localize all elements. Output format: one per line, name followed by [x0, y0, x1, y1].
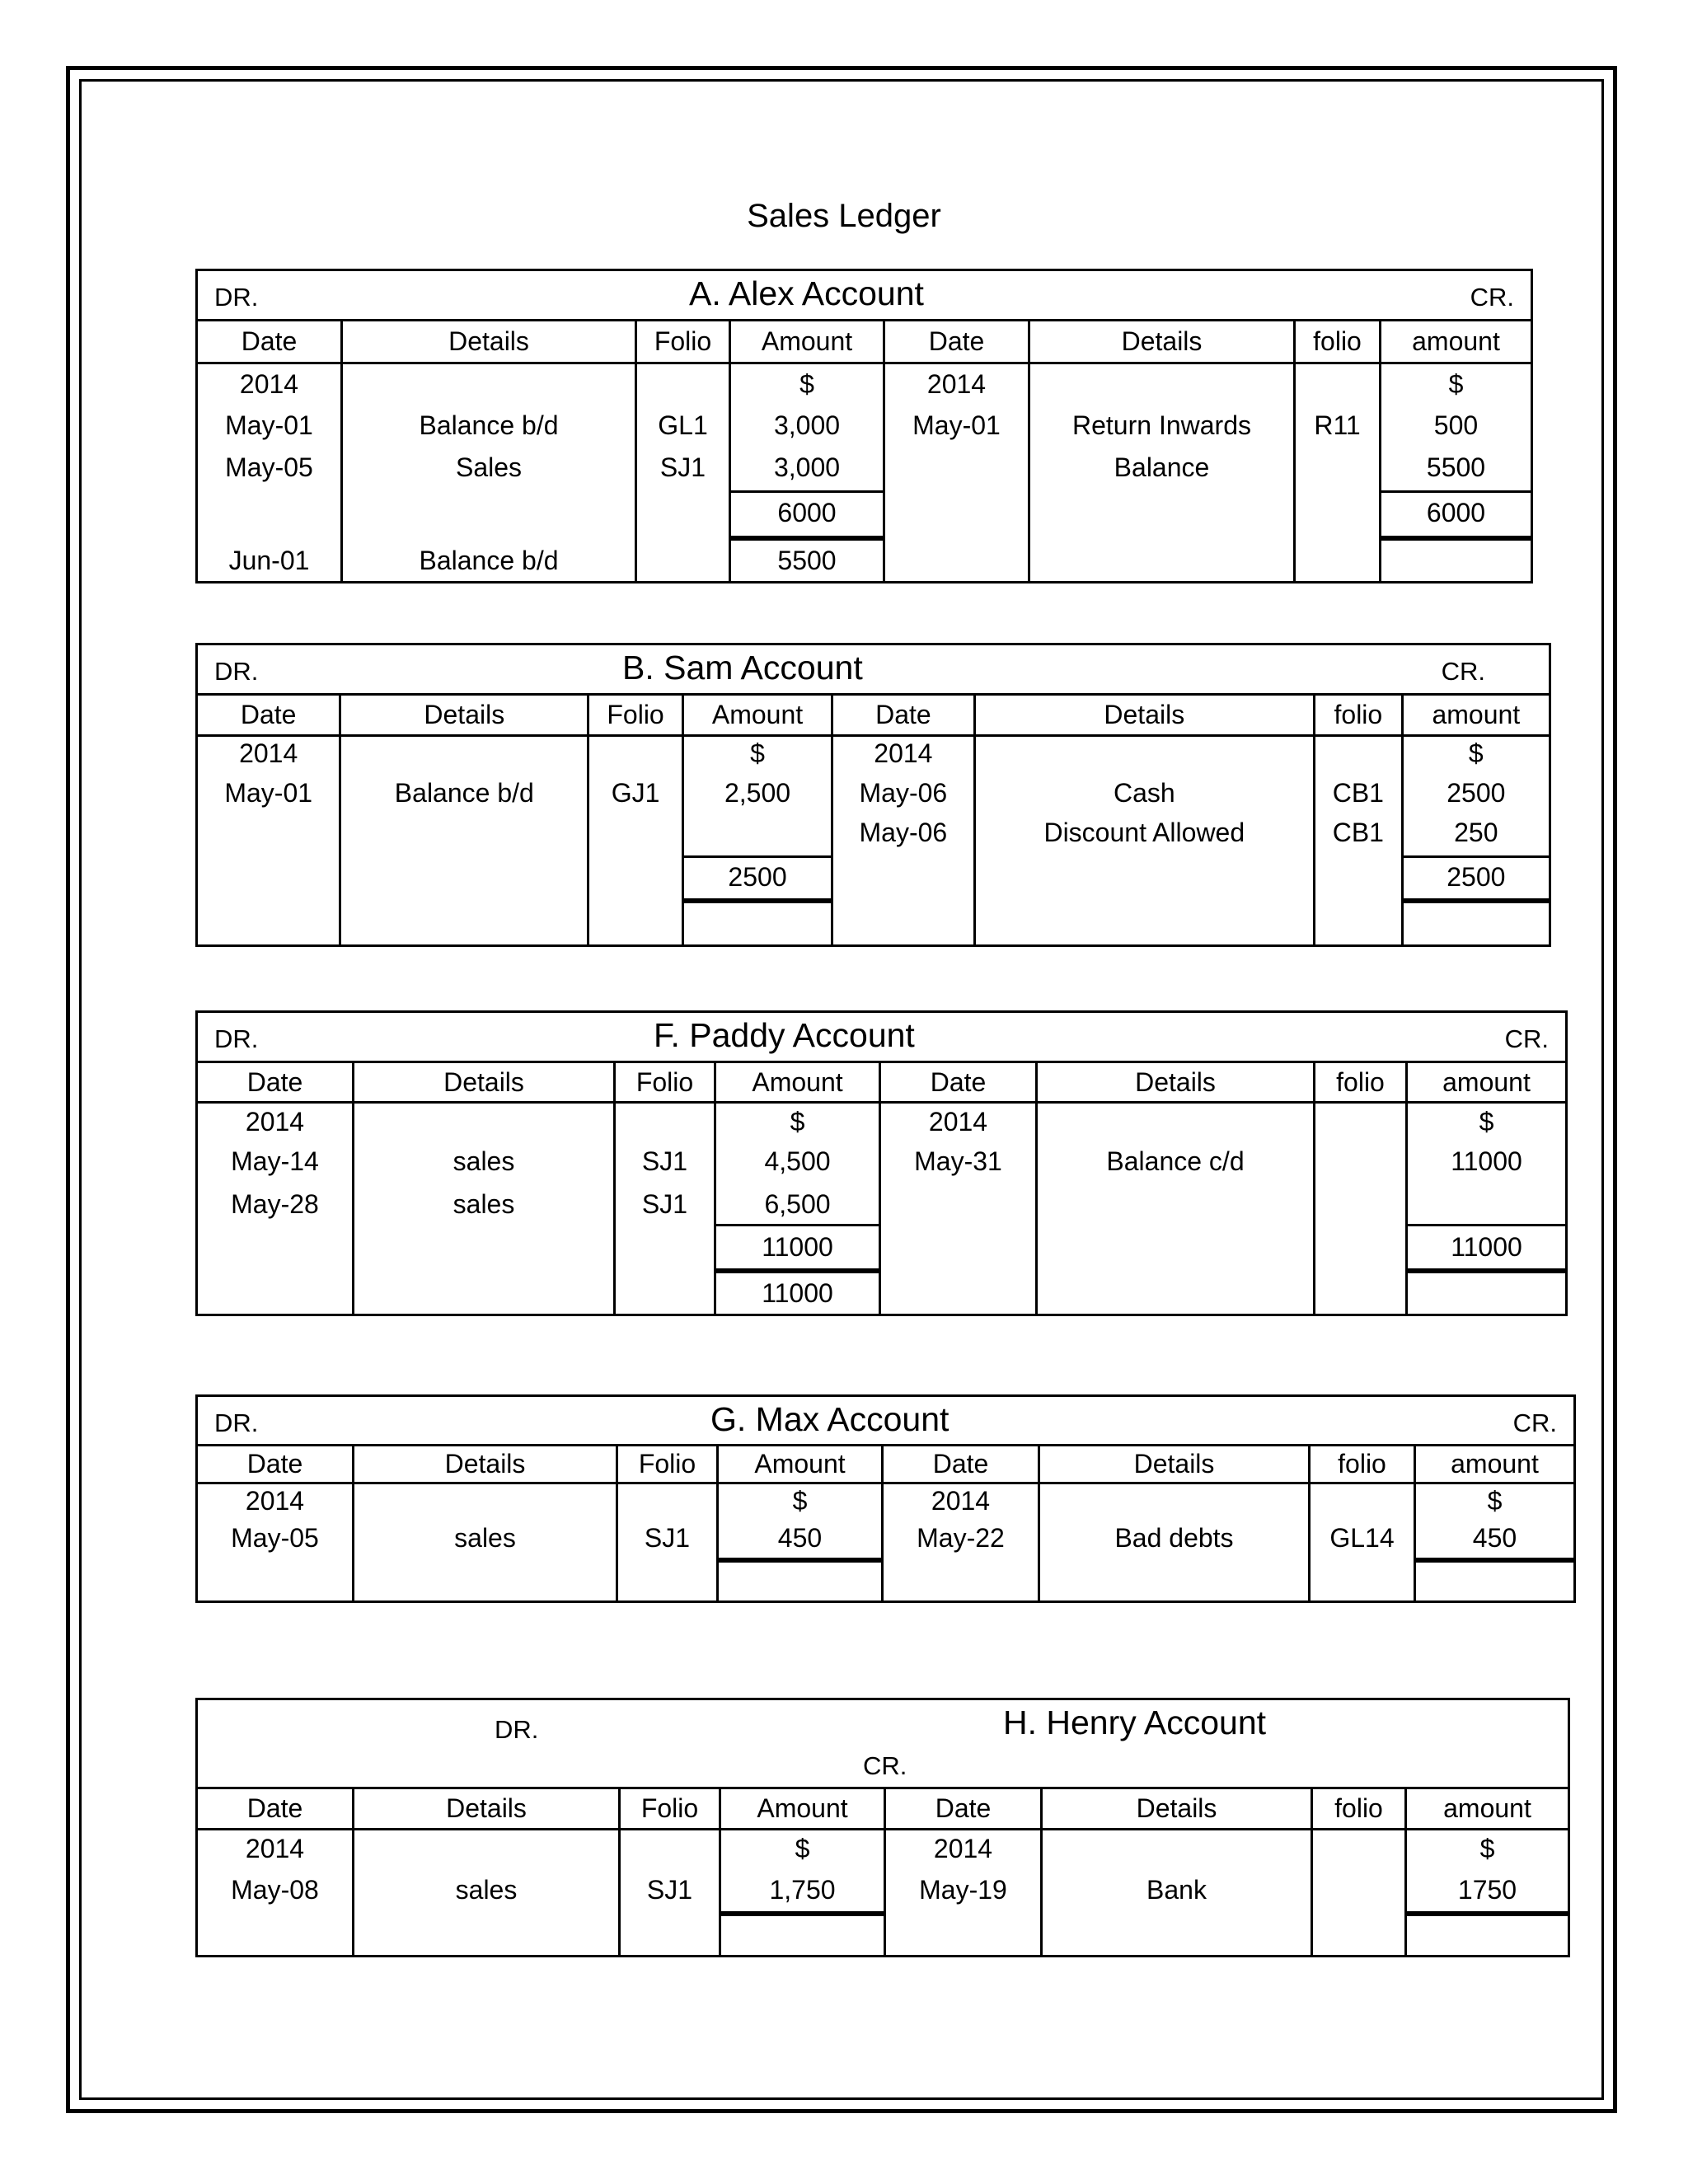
date-cell: May-01: [225, 410, 313, 440]
folio-cell: SJ1: [641, 1189, 688, 1219]
date-cell: May-28: [231, 1189, 319, 1219]
amount-cell: 6,500: [764, 1189, 831, 1219]
date-cell: May-22: [917, 1523, 1005, 1553]
total-cell: 6000: [777, 498, 837, 527]
double-rule: [719, 1558, 881, 1563]
account-header: [198, 271, 1531, 321]
total-rule: [731, 490, 883, 493]
credit-details: [976, 737, 1315, 944]
total-rule: [716, 1224, 879, 1226]
credit-dates: [886, 1830, 1043, 1955]
col-details-cr: Details: [1030, 321, 1296, 362]
credit-folios: [1315, 1104, 1408, 1314]
amount-cell: 1,750: [769, 1875, 836, 1905]
col-amount-dr: Amount: [731, 321, 885, 362]
date-cell: 2014: [239, 369, 299, 399]
amount-cell: $: [1468, 738, 1484, 768]
col-details-dr: Details: [341, 696, 589, 734]
col-amount-cr: amount: [1412, 326, 1500, 356]
double-rule: [721, 1911, 884, 1916]
details-cell: Balance b/d: [419, 546, 559, 575]
amount-cell: 250: [1454, 818, 1498, 847]
credit-folios: [1296, 364, 1381, 581]
double-rule: [1407, 1911, 1568, 1916]
debit-folios: [589, 737, 684, 944]
details-cell: sales: [452, 1189, 515, 1219]
amount-cell: 500: [1433, 410, 1479, 440]
debit-details: [354, 1830, 621, 1955]
account-title: H. Henry Account: [1003, 1704, 1267, 1741]
debit-folios: [637, 364, 731, 581]
date-cell: 2014: [245, 1107, 305, 1137]
dr-label: DR.: [495, 1715, 539, 1744]
credit-folios: [1313, 1830, 1407, 1955]
col-date-dr: Date: [198, 1063, 354, 1101]
account-title: B. Sam Account: [622, 649, 863, 687]
total-cell: 2500: [1447, 862, 1506, 892]
amount-cell: $: [1479, 1107, 1494, 1137]
date-cell: 2014: [928, 1107, 988, 1137]
col-folio-dr: Folio: [618, 1446, 719, 1482]
folio-cell: GL14: [1329, 1523, 1395, 1553]
date-cell: 2014: [245, 1834, 305, 1863]
date-cell: May-19: [919, 1875, 1007, 1905]
col-folio-cr: folio: [1311, 1446, 1416, 1482]
debit-amounts: [716, 1104, 881, 1314]
col-amount-dr: Amount: [716, 1063, 881, 1101]
debit-dates: [198, 737, 341, 944]
debit-amounts: [731, 364, 885, 581]
col-details-dr: Details: [354, 1789, 621, 1828]
dr-label: DR.: [214, 1024, 259, 1053]
col-details-dr: Details: [354, 1446, 618, 1482]
col-details-cr: Details: [1043, 1789, 1313, 1828]
cr-label: CR.: [1512, 1408, 1557, 1437]
debit-dates: [198, 1104, 354, 1314]
amount-cell: $: [792, 1486, 808, 1516]
date-cell: 2014: [931, 1486, 991, 1516]
col-date-dr: Date: [198, 696, 341, 734]
cr-label: CR.: [1441, 657, 1485, 686]
details-cell: sales: [454, 1523, 516, 1553]
debit-details: [341, 737, 589, 944]
details-cell: Cash: [1113, 778, 1175, 808]
account-header: [198, 1700, 1568, 1789]
credit-amounts: [1408, 1104, 1565, 1314]
date-cell: May-06: [859, 778, 948, 808]
column-headers: [198, 696, 1549, 737]
account-paddy: [195, 1010, 1568, 1316]
double-rule: [1404, 898, 1549, 903]
amount-cell: $: [750, 738, 765, 768]
account-title: G. Max Account: [710, 1400, 950, 1438]
account-max: [195, 1394, 1576, 1603]
col-date-cr: Date: [881, 1063, 1038, 1101]
details-cell: Return Inwards: [1072, 410, 1251, 440]
col-folio-cr: folio: [1296, 321, 1381, 362]
col-folio-dr: Folio: [637, 321, 731, 362]
double-rule: [684, 898, 831, 903]
amount-cell: 3,000: [773, 452, 841, 482]
carried-cell: 5500: [777, 546, 837, 575]
col-details-cr: Details: [1040, 1446, 1311, 1482]
date-cell: 2014: [245, 1486, 305, 1516]
account-body: [198, 1104, 1565, 1314]
col-details-dr: Details: [343, 321, 637, 362]
amount-cell: $: [799, 369, 814, 399]
details-cell: Sales: [455, 452, 523, 482]
debit-folios: [616, 1104, 716, 1314]
amount-cell: 5500: [1426, 452, 1486, 482]
date-cell: 2014: [933, 1834, 993, 1863]
debit-dates: [198, 1484, 354, 1601]
debit-details: [354, 1484, 618, 1601]
credit-dates: [833, 737, 975, 944]
date-cell: May-05: [231, 1523, 319, 1553]
account-sam: [195, 643, 1551, 947]
amount-cell: 450: [1472, 1523, 1517, 1553]
carried-cell: 11000: [762, 1278, 833, 1308]
date-cell: May-01: [224, 778, 313, 808]
col-date-cr: Date: [884, 1446, 1040, 1482]
cr-label: CR.: [1470, 283, 1514, 312]
amount-cell: $: [795, 1834, 810, 1863]
col-details-cr: Details: [1038, 1063, 1315, 1101]
credit-amounts: [1416, 1484, 1573, 1601]
col-date-cr: Date: [886, 1789, 1043, 1828]
column-headers: [198, 1789, 1568, 1830]
details-cell: Balance c/d: [1106, 1146, 1245, 1176]
debit-dates: [198, 364, 343, 581]
amount-cell: $: [1479, 1834, 1495, 1863]
column-headers: [198, 1063, 1565, 1104]
col-date-cr: Date: [885, 321, 1030, 362]
account-title: A. Alex Account: [689, 274, 924, 312]
col-amount-dr: Amount: [721, 1789, 886, 1828]
date-cell: 2014: [926, 369, 987, 399]
col-folio-cr: folio: [1313, 1789, 1407, 1828]
account-header: [198, 645, 1549, 696]
amount-cell: 2,500: [724, 778, 791, 808]
debit-folios: [618, 1484, 719, 1601]
details-cell: Balance: [1114, 452, 1210, 482]
credit-dates: [881, 1104, 1038, 1314]
col-date-dr: Date: [198, 1446, 354, 1482]
double-rule: [1408, 1268, 1565, 1273]
col-amount-dr: Amount: [719, 1446, 884, 1482]
col-amount-cr: amount: [1442, 1066, 1531, 1097]
account-body: [198, 364, 1531, 581]
col-amount-cr: amount: [1443, 1793, 1531, 1823]
credit-details: [1030, 364, 1296, 581]
folio-cell: R11: [1314, 410, 1361, 440]
folio-cell: GJ1: [611, 778, 660, 808]
credit-dates: [884, 1484, 1040, 1601]
date-cell: May-01: [912, 410, 1001, 440]
folio-cell: SJ1: [646, 1875, 693, 1905]
credit-dates: [885, 364, 1030, 581]
double-rule: [1416, 1558, 1573, 1563]
col-folio-dr: Folio: [589, 696, 684, 734]
account-body: [198, 1484, 1573, 1601]
col-details-cr: Details: [976, 696, 1315, 734]
total-rule: [1408, 1224, 1565, 1226]
credit-details: [1040, 1484, 1311, 1601]
total-rule: [1381, 490, 1531, 493]
double-rule: [1381, 536, 1531, 541]
account-body: [198, 1830, 1568, 1955]
account-alex: [195, 269, 1533, 583]
date-cell: May-31: [914, 1146, 1002, 1176]
details-cell: Bad debts: [1114, 1523, 1234, 1553]
cr-label: CR.: [1504, 1024, 1549, 1053]
details-cell: Discount Allowed: [1043, 818, 1245, 847]
total-cell: 11000: [762, 1232, 833, 1262]
total-rule: [1404, 855, 1549, 858]
col-amount-cr: amount: [1451, 1449, 1539, 1479]
debit-details: [343, 364, 637, 581]
credit-folios: [1315, 737, 1404, 944]
folio-cell: GL1: [658, 410, 708, 440]
col-folio-dr: Folio: [621, 1789, 721, 1828]
dr-label: DR.: [214, 1408, 259, 1437]
ledger-title: Sales Ledger: [747, 198, 941, 234]
col-amount-dr: Amount: [684, 696, 833, 734]
col-details-dr: Details: [354, 1063, 616, 1101]
date-cell: 2014: [239, 738, 298, 768]
details-cell: sales: [455, 1875, 518, 1905]
cr-label: CR.: [863, 1751, 907, 1780]
amount-cell: 4,500: [764, 1146, 831, 1176]
account-title: F. Paddy Account: [654, 1016, 915, 1054]
debit-amounts: [719, 1484, 884, 1601]
debit-dates: [198, 1830, 354, 1955]
double-rule: [731, 536, 883, 541]
credit-amounts: [1404, 737, 1549, 944]
dr-label: DR.: [214, 283, 259, 312]
folio-cell: CB1: [1332, 778, 1384, 808]
dr-label: DR.: [214, 657, 259, 686]
date-cell: Jun-01: [228, 546, 310, 575]
account-henry: [195, 1698, 1570, 1957]
amount-cell: 1750: [1457, 1875, 1517, 1905]
date-cell: 2014: [874, 738, 933, 768]
amount-cell: 3,000: [773, 410, 841, 440]
col-folio-cr: folio: [1315, 1063, 1408, 1101]
col-amount-cr: amount: [1432, 700, 1521, 729]
credit-details: [1038, 1104, 1315, 1314]
col-folio-cr: folio: [1315, 696, 1404, 734]
col-date-dr: Date: [198, 1789, 354, 1828]
folio-cell: SJ1: [659, 452, 706, 482]
col-date-dr: Date: [198, 321, 343, 362]
total-rule: [684, 855, 831, 858]
column-headers: [198, 321, 1531, 364]
amount-cell: 2500: [1447, 778, 1506, 808]
credit-amounts: [1381, 364, 1531, 581]
debit-details: [354, 1104, 616, 1314]
details-cell: Bank: [1146, 1875, 1207, 1905]
col-folio-dr: Folio: [616, 1063, 716, 1101]
details-cell: Balance b/d: [394, 778, 534, 808]
folio-cell: CB1: [1332, 818, 1384, 847]
col-date-cr: Date: [833, 696, 975, 734]
account-header: [198, 1397, 1573, 1446]
date-cell: May-14: [231, 1146, 319, 1176]
total-cell: 2500: [728, 862, 787, 892]
column-headers: [198, 1446, 1573, 1484]
amount-cell: 450: [777, 1523, 823, 1553]
debit-amounts: [684, 737, 833, 944]
double-rule: [716, 1268, 879, 1273]
credit-details: [1043, 1830, 1313, 1955]
total-cell: 6000: [1426, 498, 1486, 527]
date-cell: May-08: [231, 1875, 319, 1905]
amount-cell: $: [1487, 1486, 1503, 1516]
folio-cell: SJ1: [641, 1146, 688, 1176]
amount-cell: 11000: [1451, 1146, 1522, 1176]
date-cell: May-05: [225, 452, 313, 482]
debit-amounts: [721, 1830, 886, 1955]
credit-amounts: [1407, 1830, 1568, 1955]
details-cell: sales: [452, 1146, 515, 1176]
credit-folios: [1311, 1484, 1416, 1601]
account-header: [198, 1013, 1565, 1063]
amount-cell: $: [790, 1107, 805, 1137]
folio-cell: SJ1: [644, 1523, 691, 1553]
amount-cell: $: [1448, 369, 1464, 399]
total-cell: 11000: [1451, 1232, 1522, 1262]
details-cell: Balance b/d: [419, 410, 559, 440]
date-cell: May-06: [859, 818, 948, 847]
account-body: [198, 737, 1549, 944]
debit-folios: [621, 1830, 721, 1955]
